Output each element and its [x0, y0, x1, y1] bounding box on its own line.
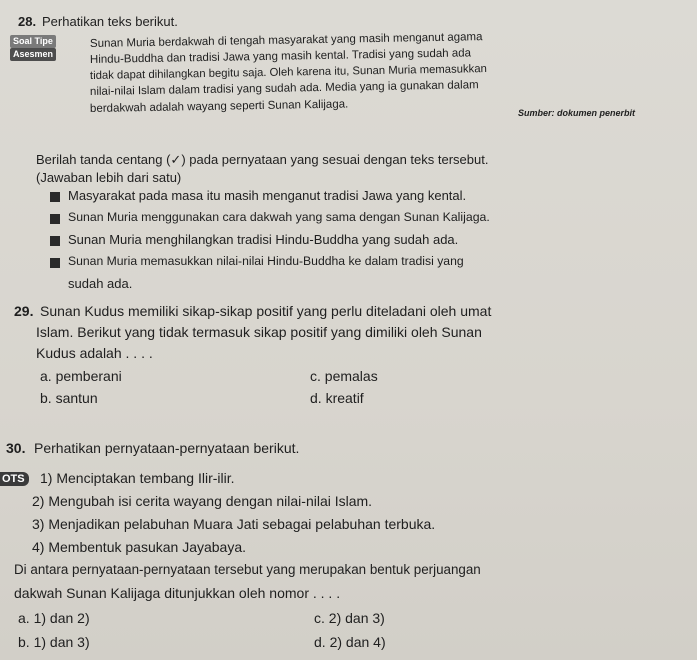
- q29-choice-b[interactable]: b. santun: [40, 390, 98, 406]
- q28-option-3: Sunan Muria menghilangkan tradisi Hindu-Buddha yang sudah ada.: [68, 232, 459, 247]
- q29-choice-a[interactable]: a. pemberani: [40, 368, 122, 384]
- q30-choice-d[interactable]: d. 2) dan 4): [314, 634, 386, 650]
- q30-heading: Perhatikan pernyataan-pernyataan berikut.: [34, 440, 300, 456]
- q28-option-4-line-2: sudah ada.: [68, 276, 133, 291]
- checkbox-icon[interactable]: [50, 214, 60, 224]
- q28-passage-line-1: Sunan Muria berdakwah di tengah masyarakat yang masih menganut agama: [89, 31, 483, 50]
- q30-choice-a[interactable]: a. 1) dan 2): [18, 610, 90, 626]
- q29-choice-c[interactable]: c. pemalas: [310, 368, 378, 384]
- q28-instruction: Berilah tanda centang (✓) pada pernyataan yang sesuai dengan teks tersebut.: [36, 152, 489, 167]
- q30-choice-c[interactable]: c. 2) dan 3): [314, 610, 385, 626]
- ots-badge: OTS: [0, 472, 29, 486]
- asesmen-tag: Asesmen: [10, 48, 56, 61]
- soal-tipe-tag: Soal Tipe: [10, 35, 56, 48]
- q30-choice-b[interactable]: b. 1) dan 3): [18, 634, 90, 650]
- q29-number: 29.: [14, 303, 34, 319]
- q28-note: (Jawaban lebih dari satu): [36, 170, 182, 185]
- q28-passage-line-3: tidak dapat dihilangkan begitu saja. Oleh karena itu, Sunan Muria memasukkan: [89, 63, 487, 82]
- q30-number: 30.: [6, 440, 26, 456]
- q28-passage-line-5: berdakwah adalah wayang seperti Sunan Kalijaga.: [89, 98, 349, 115]
- q28-number: 28.: [18, 14, 37, 29]
- q30-statement-1: 1) Menciptakan tembang Ilir-ilir.: [40, 470, 235, 486]
- q28-source: Sumber: dokumen penerbit: [518, 108, 636, 118]
- checkbox-icon[interactable]: [50, 258, 60, 268]
- q28-passage-line-4: nilai-nilai Islam dalam tradisi yang sudah ada. Media yang ia gunakan dalam: [89, 79, 479, 98]
- q28-heading: Perhatikan teks berikut.: [42, 14, 178, 29]
- q29-stem-line-2: Islam. Berikut yang tidak termasuk sikap positif yang dimiliki oleh Sunan: [36, 324, 482, 340]
- q28-option-1: Masyarakat pada masa itu masih menganut tradisi Jawa yang kental.: [68, 188, 467, 203]
- q28-option-4-line-1: Sunan Muria memasukkan nilai-nilai Hindu-Buddha ke dalam tradisi yang: [68, 254, 464, 268]
- checkbox-icon[interactable]: [50, 236, 60, 246]
- q30-question-line-2: dakwah Sunan Kalijaga ditunjukkan oleh nomor . . . .: [14, 585, 341, 601]
- q30-statement-3: 3) Menjadikan pelabuhan Muara Jati sebagai pelabuhan terbuka.: [32, 516, 436, 532]
- q29-choice-d[interactable]: d. kreatif: [310, 390, 364, 406]
- q30-statement-4: 4) Membentuk pasukan Jayabaya.: [32, 539, 247, 555]
- q28-passage-line-2: Hindu-Buddha dan tradisi Jawa yang masih kental. Tradisi yang sudah ada: [89, 47, 472, 66]
- q28-option-2: Sunan Muria menggunakan cara dakwah yang sama dengan Sunan Kalijaga.: [68, 210, 490, 224]
- q29-stem-line-3: Kudus adalah . . . .: [36, 345, 153, 361]
- q30-statement-2: 2) Mengubah isi cerita wayang dengan nilai-nilai Islam.: [32, 493, 373, 509]
- q29-stem-line-1: Sunan Kudus memiliki sikap-sikap positif yang perlu diteladani oleh umat: [40, 303, 492, 319]
- checkbox-icon[interactable]: [50, 192, 60, 202]
- q30-question-line-1: Di antara pernyataan-pernyataan tersebut yang merupakan bentuk perjuangan: [14, 562, 481, 577]
